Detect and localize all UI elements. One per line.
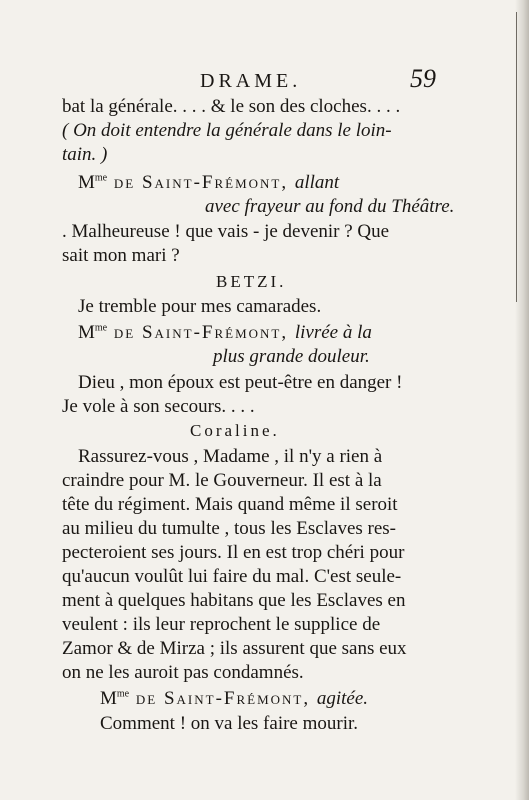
stage-direction-line: avec frayeur au fond du Théâtre. <box>205 196 455 217</box>
speaker-name: de Saint-Frémont, <box>129 688 317 709</box>
text-line: Je vole à son secours. . . . <box>62 396 255 417</box>
running-title: DRAME. <box>200 70 302 92</box>
text-line: Zamor & de Mirza ; ils assurent que sans eux <box>62 638 407 659</box>
stage-direction-line: plus grande douleur. <box>213 346 370 367</box>
speaker-heading: Coraline. <box>190 421 280 440</box>
speaker-title-sup: me <box>116 688 130 700</box>
text-line: Je tremble pour mes camarades. <box>78 296 322 317</box>
text-line: Comment ! on va les faire mourir. <box>100 713 359 734</box>
speaker-line <box>78 322 372 344</box>
stage-direction-line: ( On doit entendre la générale dans le loin- <box>62 120 392 141</box>
stage-direction: livrée à la <box>294 322 372 343</box>
text-line: tête du régiment. Mais quand même il seroit <box>62 494 398 515</box>
speaker-heading: BETZI. <box>216 272 287 291</box>
binding-rule <box>516 12 517 302</box>
text-line: craindre pour M. le Gouverneur. Il est à la <box>62 470 382 491</box>
page-binding-edge <box>515 0 529 800</box>
text-line: Dieu , mon époux est peut-être en danger ! <box>78 372 403 393</box>
text-line: ment à quelques habitans que les Esclaves en <box>62 590 406 611</box>
text-line: Rassurez-vous , Madame , il n'y a rien à <box>78 446 383 467</box>
speaker-title: M <box>78 172 95 193</box>
text-line: pecteroient ses jours. Il en est trop chéri pour <box>62 542 405 563</box>
speaker-name: de Saint-Frémont, <box>107 322 295 343</box>
page-number: 59 <box>410 64 436 93</box>
speaker-title: M <box>78 322 95 343</box>
speaker-line <box>78 172 339 194</box>
text-line: bat la générale. . . . & le son des cloches. . . . <box>62 96 401 117</box>
text-line: sait mon mari ? <box>62 245 180 266</box>
text-line: veulent : ils leur reprochent le supplice de <box>62 614 381 635</box>
text-line: au milieu du tumulte , tous les Esclaves res- <box>62 518 397 539</box>
text-line: on ne les auroit pas condamnés. <box>62 662 304 683</box>
speaker-title: M <box>100 688 117 709</box>
text-line: qu'aucun voulût lui faire du mal. C'est seule- <box>62 566 402 587</box>
text-line: . Malheureuse ! que vais - je devenir ? Que <box>62 221 390 242</box>
speaker-title-sup: me <box>94 322 108 334</box>
stage-direction: agitée. <box>316 688 369 709</box>
speaker-name: de Saint-Frémont, <box>107 172 295 193</box>
stage-direction-line: tain. ) <box>62 144 108 165</box>
speaker-title-sup: me <box>94 172 108 184</box>
stage-direction: allant <box>294 172 340 193</box>
speaker-line <box>100 688 368 710</box>
